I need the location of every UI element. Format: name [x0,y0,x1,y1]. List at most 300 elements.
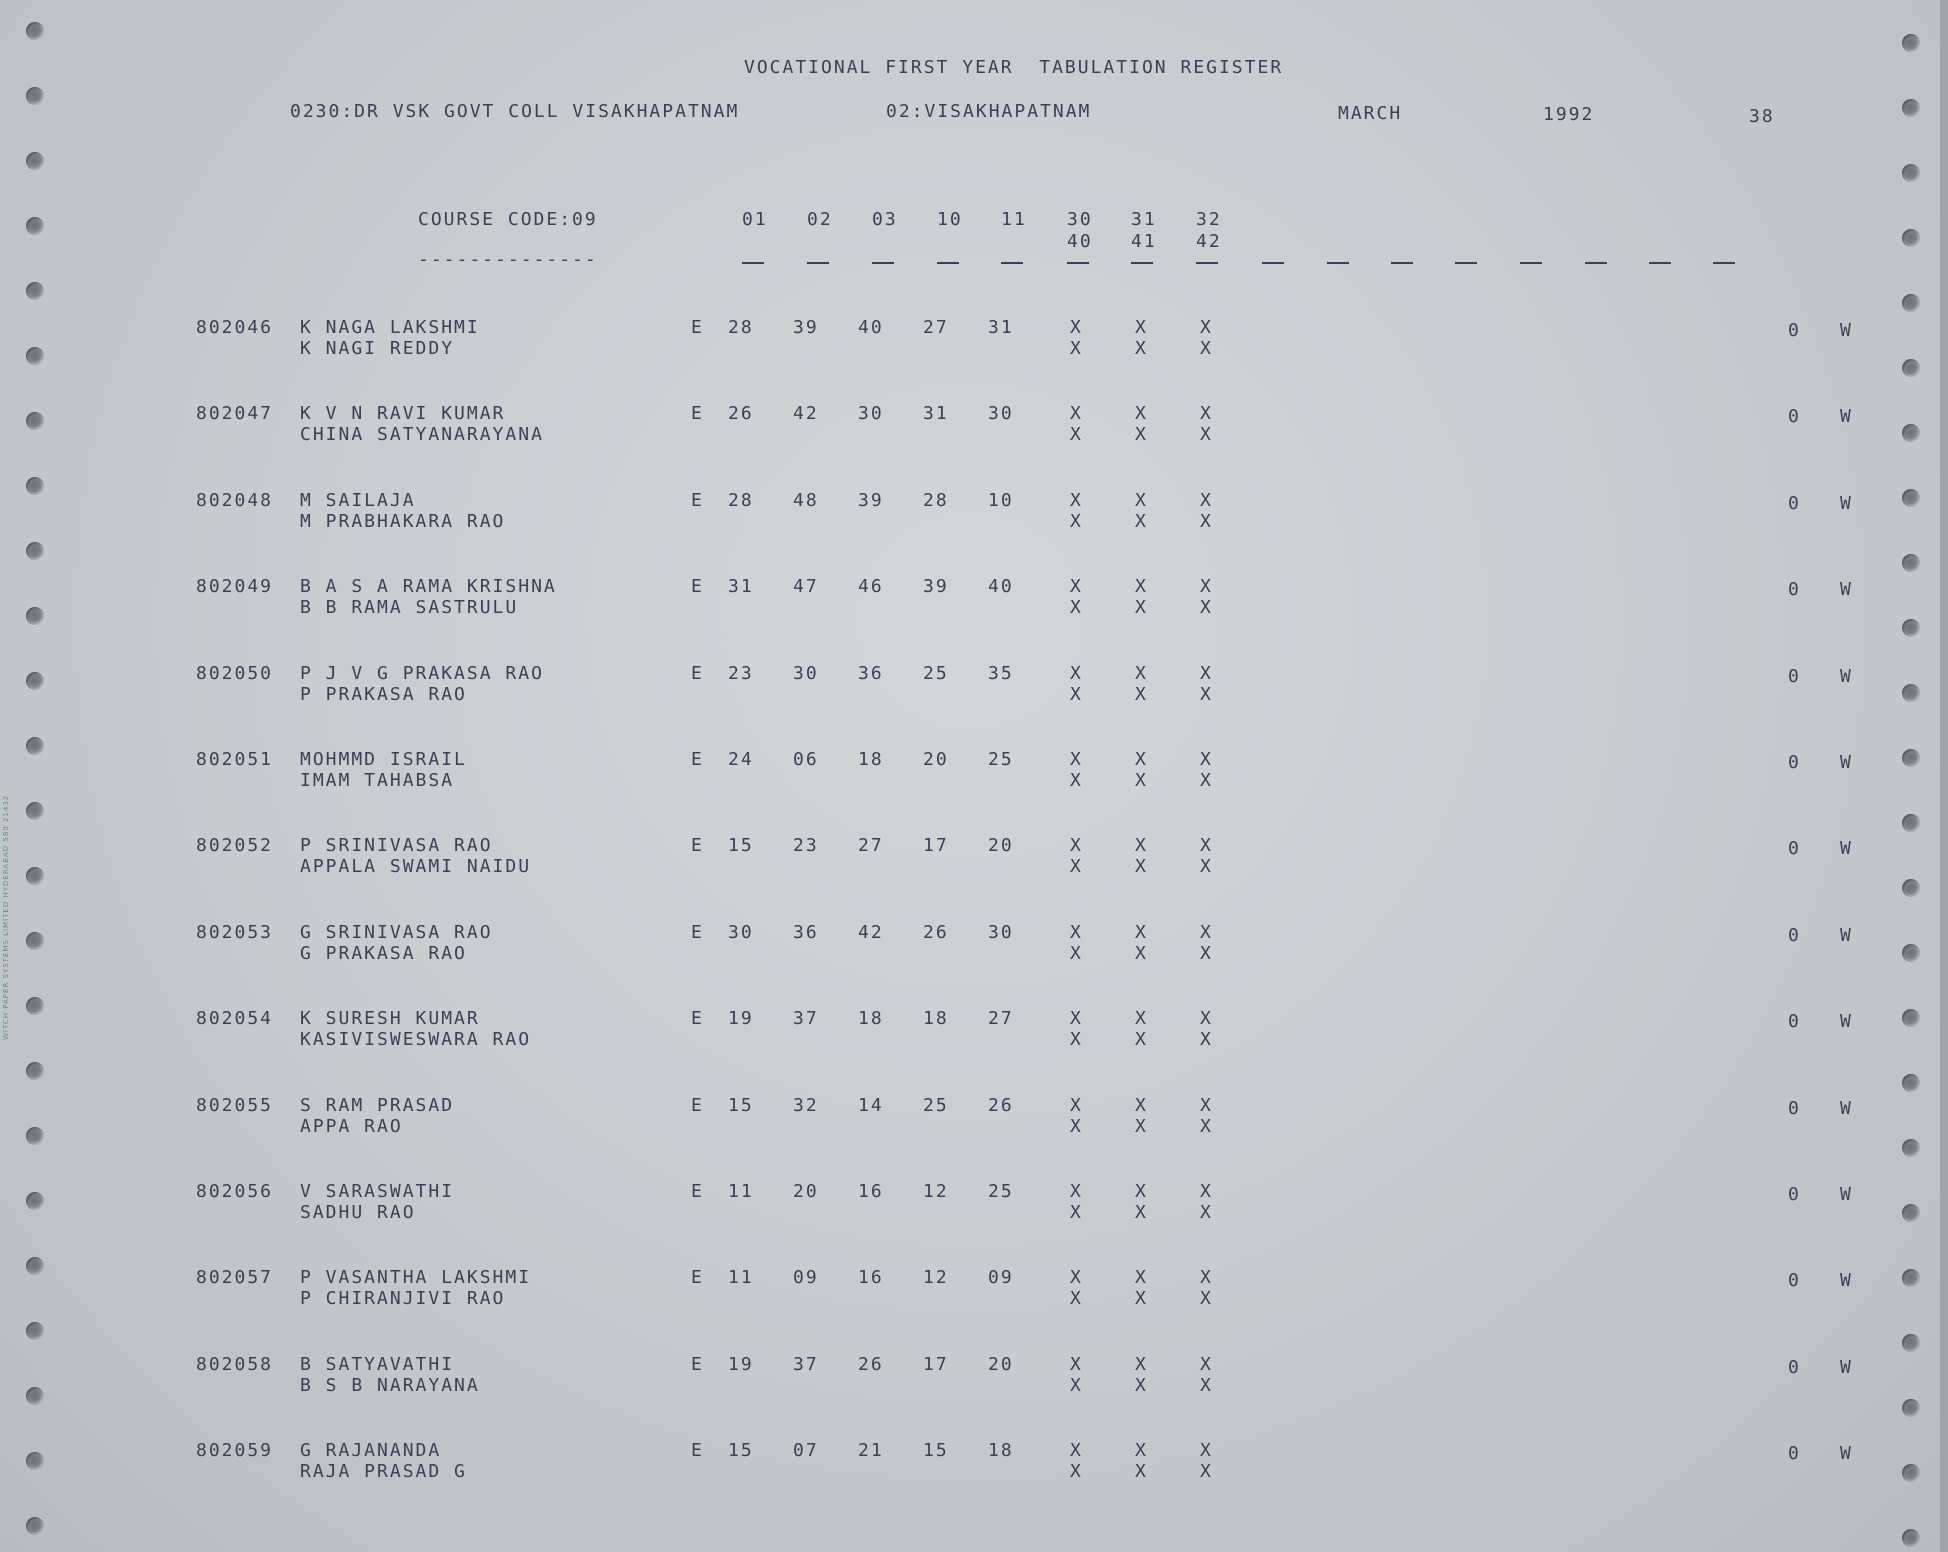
absent-cross-mark: X [1135,490,1148,511]
subject-mark: 30 [988,403,1014,424]
absent-cross-mark: X [1135,1095,1148,1116]
absent-cross-mark: X [1070,317,1083,338]
result-status: W [1840,1098,1853,1119]
left-feed-hole [26,87,44,105]
subject-mark: 39 [858,490,884,511]
subject-mark: 25 [923,1095,949,1116]
subject-mark: 32 [793,1095,819,1116]
father-name: B S B NARAYANA [300,1375,480,1396]
left-feed-hole [26,22,44,40]
subject-mark: 15 [728,1440,754,1461]
absent-cross-mark: X [1135,856,1148,877]
total-code: 0 [1788,925,1801,946]
absent-cross-mark: X [1200,597,1213,618]
absent-cross-mark: X [1135,424,1148,445]
subject-mark: 26 [988,1095,1014,1116]
subject-mark: 20 [923,749,949,770]
subject-mark: 09 [988,1267,1014,1288]
roll-number: 802053 [196,922,274,943]
left-feed-hole [26,997,44,1015]
absent-cross-mark: X [1200,1375,1213,1396]
absent-cross-mark: X [1135,597,1148,618]
result-status: W [1840,666,1853,687]
subject-mark: 39 [793,317,819,338]
absent-cross-mark: X [1070,770,1083,791]
right-feed-hole [1902,489,1920,507]
absent-cross-mark: X [1200,1029,1213,1050]
roll-number: 802050 [196,663,274,684]
subject-mark: 36 [858,663,884,684]
father-name: M PRABHAKARA RAO [300,511,506,532]
right-feed-hole [1902,1009,1920,1027]
medium: E [691,1354,704,1375]
subject-mark: 15 [923,1440,949,1461]
left-feed-hole [26,347,44,365]
absent-cross-mark: X [1200,1354,1213,1375]
column-dash-separator [937,262,959,264]
subject-mark: 37 [793,1354,819,1375]
absent-cross-mark: X [1070,1116,1083,1137]
roll-number: 802047 [196,403,274,424]
column-dash-separator [872,262,894,264]
absent-cross-mark: X [1200,511,1213,532]
subject-mark: 37 [793,1008,819,1029]
subject-mark: 11 [728,1181,754,1202]
absent-cross-mark: X [1070,490,1083,511]
right-feed-hole [1902,1399,1920,1417]
subject-mark: 07 [793,1440,819,1461]
absent-cross-mark: X [1200,1440,1213,1461]
medium: E [691,835,704,856]
father-name: P PRAKASA RAO [300,684,467,705]
right-feed-hole [1902,619,1920,637]
right-feed-hole [1902,879,1920,897]
subject-mark: 15 [728,835,754,856]
subject-column-header: 03 [872,209,898,230]
absent-cross-mark: X [1070,576,1083,597]
left-feed-hole [26,737,44,755]
absent-cross-mark: X [1135,511,1148,532]
subject-mark: 17 [923,835,949,856]
absent-cross-mark: X [1070,1267,1083,1288]
candidate-name: MOHMMD ISRAIL [300,749,467,770]
column-dash-separator [1001,262,1023,264]
right-feed-hole [1902,34,1920,52]
absent-cross-mark: X [1135,403,1148,424]
left-feed-hole [26,282,44,300]
subject-column-header-second: 41 [1131,231,1157,252]
candidate-name: P SRINIVASA RAO [300,835,493,856]
absent-cross-mark: X [1135,1116,1148,1137]
right-feed-hole [1902,294,1920,312]
absent-cross-mark: X [1200,1008,1213,1029]
subject-column-header: 30 [1067,209,1093,230]
total-code: 0 [1788,1270,1801,1291]
absent-cross-mark: X [1200,1116,1213,1137]
absent-cross-mark: X [1135,1202,1148,1223]
column-dash-separator [807,262,829,264]
left-feed-hole [26,477,44,495]
candidate-name: V SARASWATHI [300,1181,455,1202]
absent-cross-mark: X [1200,922,1213,943]
absent-cross-mark: X [1070,1202,1083,1223]
absent-cross-mark: X [1200,403,1213,424]
column-dash-separator [1196,262,1218,264]
exam-month: MARCH [1338,103,1403,124]
subject-column-header: 01 [742,209,768,230]
subject-mark: 25 [923,663,949,684]
total-code: 0 [1788,1011,1801,1032]
candidate-name: G SRINIVASA RAO [300,922,493,943]
result-status: W [1840,1357,1853,1378]
absent-cross-mark: X [1070,663,1083,684]
absent-cross-mark: X [1070,1375,1083,1396]
result-status: W [1840,493,1853,514]
subject-mark: 10 [988,490,1014,511]
subject-mark: 20 [988,835,1014,856]
left-feed-hole [26,1062,44,1080]
subject-mark: 06 [793,749,819,770]
absent-cross-mark: X [1200,1267,1213,1288]
left-feed-hole [26,1127,44,1145]
left-feed-hole [26,607,44,625]
subject-mark: 17 [923,1354,949,1375]
subject-mark: 31 [923,403,949,424]
right-feed-hole [1902,99,1920,117]
right-feed-hole [1902,749,1920,767]
right-feed-hole [1902,229,1920,247]
roll-number: 802054 [196,1008,274,1029]
column-dash-separator [1262,262,1284,264]
left-feed-hole [26,152,44,170]
father-name: CHINA SATYANARAYANA [300,424,544,445]
absent-cross-mark: X [1200,1461,1213,1482]
college-name: 0230:DR VSK GOVT COLL VISAKHAPATNAM [290,101,740,122]
column-dash-separator [1585,262,1607,264]
column-dash-separator [1131,262,1153,264]
total-code: 0 [1788,493,1801,514]
result-status: W [1840,1011,1853,1032]
roll-number: 802048 [196,490,274,511]
absent-cross-mark: X [1070,1095,1083,1116]
absent-cross-mark: X [1070,1461,1083,1482]
subject-mark: 47 [793,576,819,597]
column-dash-separator [1067,262,1089,264]
father-name: APPA RAO [300,1116,403,1137]
left-feed-hole [26,412,44,430]
right-feed-hole [1902,1074,1920,1092]
result-status: W [1840,838,1853,859]
subject-column-header: 10 [937,209,963,230]
absent-cross-mark: X [1135,317,1148,338]
absent-cross-mark: X [1135,684,1148,705]
subject-mark: 42 [793,403,819,424]
subject-mark: 28 [923,490,949,511]
subject-mark: 11 [728,1267,754,1288]
subject-mark: 35 [988,663,1014,684]
subject-mark: 15 [728,1095,754,1116]
subject-mark: 28 [728,317,754,338]
subject-mark: 36 [793,922,819,943]
roll-number: 802058 [196,1354,274,1375]
subject-mark: 25 [988,749,1014,770]
absent-cross-mark: X [1200,663,1213,684]
absent-cross-mark: X [1200,338,1213,359]
column-dash-separator [1327,262,1349,264]
left-feed-hole [26,867,44,885]
absent-cross-mark: X [1070,597,1083,618]
roll-number: 802057 [196,1267,274,1288]
candidate-name: K NAGA LAKSHMI [300,317,480,338]
roll-number: 802052 [196,835,274,856]
left-feed-hole [26,1452,44,1470]
subject-mark: 18 [923,1008,949,1029]
candidate-name: M SAILAJA [300,490,416,511]
column-dash-separator [1455,262,1477,264]
subject-mark: 16 [858,1181,884,1202]
right-feed-hole [1902,814,1920,832]
subject-mark: 27 [988,1008,1014,1029]
subject-mark: 42 [858,922,884,943]
subject-mark: 19 [728,1354,754,1375]
result-status: W [1840,752,1853,773]
subject-mark: 18 [988,1440,1014,1461]
total-code: 0 [1788,320,1801,341]
absent-cross-mark: X [1135,922,1148,943]
medium: E [691,1008,704,1029]
absent-cross-mark: X [1070,1288,1083,1309]
absent-cross-mark: X [1200,490,1213,511]
absent-cross-mark: X [1135,1354,1148,1375]
absent-cross-mark: X [1070,403,1083,424]
medium: E [691,663,704,684]
subject-mark: 27 [858,835,884,856]
absent-cross-mark: X [1200,749,1213,770]
medium: E [691,749,704,770]
roll-number: 802046 [196,317,274,338]
right-feed-hole [1902,684,1920,702]
absent-cross-mark: X [1070,1354,1083,1375]
absent-cross-mark: X [1200,576,1213,597]
absent-cross-mark: X [1200,835,1213,856]
candidate-name: P J V G PRAKASA RAO [300,663,544,684]
subject-mark: 30 [728,922,754,943]
subject-mark: 26 [858,1354,884,1375]
absent-cross-mark: X [1200,317,1213,338]
absent-cross-mark: X [1070,1008,1083,1029]
subject-mark: 12 [923,1181,949,1202]
absent-cross-mark: X [1070,1440,1083,1461]
father-name: K NAGI REDDY [300,338,455,359]
absent-cross-mark: X [1135,1267,1148,1288]
left-feed-hole [26,542,44,560]
subject-mark: 25 [988,1181,1014,1202]
course-code-underline: -------------- [418,249,598,270]
father-name: B B RAMA SASTRULU [300,597,519,618]
subject-mark: 20 [988,1354,1014,1375]
absent-cross-mark: X [1200,1288,1213,1309]
subject-column-header: 32 [1196,209,1222,230]
subject-column-header-second: 42 [1196,231,1222,252]
left-feed-hole [26,1387,44,1405]
subject-mark: 18 [858,749,884,770]
exam-year: 1992 [1543,104,1595,125]
subject-mark: 12 [923,1267,949,1288]
left-feed-hole [26,802,44,820]
subject-mark: 31 [728,576,754,597]
roll-number: 802055 [196,1095,274,1116]
column-dash-separator [742,262,764,264]
medium: E [691,922,704,943]
left-feed-hole [26,1517,44,1535]
roll-number: 802056 [196,1181,274,1202]
candidate-name: S RAM PRASAD [300,1095,455,1116]
page-number: 38 [1749,106,1775,127]
column-dash-separator [1391,262,1413,264]
subject-column-header: 11 [1001,209,1027,230]
absent-cross-mark: X [1070,1029,1083,1050]
father-name: APPALA SWAMI NAIDU [300,856,532,877]
subject-mark: 23 [728,663,754,684]
total-code: 0 [1788,666,1801,687]
right-feed-hole [1902,1529,1920,1547]
father-name: IMAM TAHABSA [300,770,455,791]
candidate-name: P VASANTHA LAKSHMI [300,1267,532,1288]
subject-mark: 19 [728,1008,754,1029]
father-name: P CHIRANJIVI RAO [300,1288,506,1309]
absent-cross-mark: X [1070,943,1083,964]
left-feed-hole [26,932,44,950]
result-status: W [1840,406,1853,427]
right-feed-hole [1902,424,1920,442]
absent-cross-mark: X [1135,749,1148,770]
absent-cross-mark: X [1070,749,1083,770]
absent-cross-mark: X [1200,424,1213,445]
left-feed-hole [26,1257,44,1275]
subject-mark: 28 [728,490,754,511]
right-feed-hole [1902,164,1920,182]
subject-mark: 40 [858,317,884,338]
total-code: 0 [1788,752,1801,773]
absent-cross-mark: X [1135,1375,1148,1396]
total-code: 0 [1788,1098,1801,1119]
result-status: W [1840,579,1853,600]
total-code: 0 [1788,1357,1801,1378]
subject-mark: 30 [858,403,884,424]
medium: E [691,1267,704,1288]
absent-cross-mark: X [1135,576,1148,597]
absent-cross-mark: X [1200,1095,1213,1116]
subject-mark: 31 [988,317,1014,338]
roll-number: 802059 [196,1440,274,1461]
subject-mark: 27 [923,317,949,338]
subject-mark: 26 [728,403,754,424]
left-feed-hole [26,1322,44,1340]
absent-cross-mark: X [1135,1181,1148,1202]
absent-cross-mark: X [1135,1288,1148,1309]
absent-cross-mark: X [1135,770,1148,791]
subject-mark: 14 [858,1095,884,1116]
subject-mark: 26 [923,922,949,943]
medium: E [691,1440,704,1461]
subject-mark: 40 [988,576,1014,597]
register-title: VOCATIONAL FIRST YEAR TABULATION REGISTER [744,57,1284,78]
absent-cross-mark: X [1070,424,1083,445]
result-status: W [1840,1184,1853,1205]
right-feed-hole [1902,359,1920,377]
father-name: RAJA PRASAD G [300,1461,467,1482]
candidate-name: B A S A RAMA KRISHNA [300,576,557,597]
subject-mark: 23 [793,835,819,856]
absent-cross-mark: X [1070,856,1083,877]
subject-mark: 30 [988,922,1014,943]
absent-cross-mark: X [1135,1461,1148,1482]
subject-mark: 30 [793,663,819,684]
medium: E [691,490,704,511]
medium: E [691,576,704,597]
absent-cross-mark: X [1135,663,1148,684]
absent-cross-mark: X [1135,1440,1148,1461]
subject-mark: 16 [858,1267,884,1288]
course-code-label: COURSE CODE:09 [418,209,598,230]
roll-number: 802049 [196,576,274,597]
left-feed-hole [26,672,44,690]
right-feed-hole [1902,1334,1920,1352]
candidate-name: G RAJANANDA [300,1440,442,1461]
absent-cross-mark: X [1135,1029,1148,1050]
candidate-name: B SATYAVATHI [300,1354,455,1375]
absent-cross-mark: X [1200,770,1213,791]
result-status: W [1840,925,1853,946]
absent-cross-mark: X [1135,835,1148,856]
absent-cross-mark: X [1070,684,1083,705]
subject-mark: 39 [923,576,949,597]
candidate-name: K SURESH KUMAR [300,1008,480,1029]
absent-cross-mark: X [1070,338,1083,359]
subject-column-header-second: 40 [1067,231,1093,252]
printer-side-stamp: WITCH PAPER SYSTEMS LIMITED HYDERABAD 580 21432 [2,794,10,1040]
subject-mark: 48 [793,490,819,511]
roll-number: 802051 [196,749,274,770]
absent-cross-mark: X [1200,943,1213,964]
right-feed-hole [1902,1204,1920,1222]
subject-mark: 20 [793,1181,819,1202]
result-status: W [1840,1270,1853,1291]
left-feed-hole [26,1192,44,1210]
result-status: W [1840,320,1853,341]
father-name: G PRAKASA RAO [300,943,467,964]
total-code: 0 [1788,1184,1801,1205]
candidate-name: K V N RAVI KUMAR [300,403,506,424]
column-dash-separator [1649,262,1671,264]
absent-cross-mark: X [1070,511,1083,532]
absent-cross-mark: X [1200,856,1213,877]
right-feed-hole [1902,1139,1920,1157]
column-dash-separator [1520,262,1542,264]
right-feed-hole [1902,1464,1920,1482]
absent-cross-mark: X [1135,1008,1148,1029]
absent-cross-mark: X [1200,1181,1213,1202]
medium: E [691,1181,704,1202]
right-feed-hole [1902,944,1920,962]
subject-mark: 24 [728,749,754,770]
medium: E [691,317,704,338]
father-name: SADHU RAO [300,1202,416,1223]
medium: E [691,1095,704,1116]
absent-cross-mark: X [1135,338,1148,359]
subject-column-header: 02 [807,209,833,230]
total-code: 0 [1788,579,1801,600]
